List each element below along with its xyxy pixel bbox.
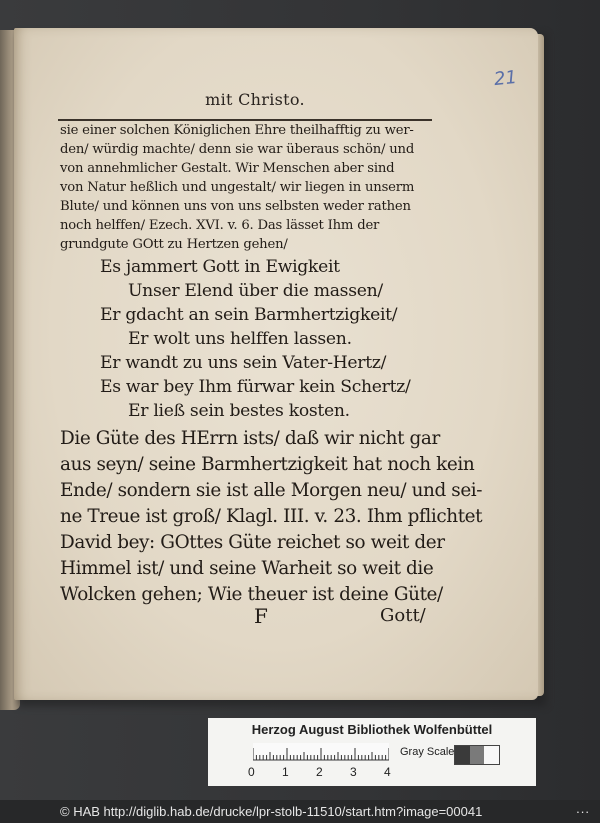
gray-swatches — [454, 745, 500, 765]
swatch-light — [484, 746, 499, 764]
ruler-numbers — [248, 765, 398, 781]
ruler-number: 4 — [384, 765, 391, 779]
verse-line: Er wandt zu uns sein Vater-Hertz/ — [100, 353, 387, 373]
verse-line: Er wolt uns helffen lassen. — [128, 329, 352, 349]
text-line: Die Güte des HErrn ists/ daß wir nicht gar — [60, 428, 440, 449]
text-line: aus seyn/ seine Barmhertzigkeit hat noch kein — [60, 454, 475, 475]
ruler-number: 3 — [350, 765, 357, 779]
catchword: Gott/ — [380, 605, 426, 626]
text-line: grundgute GOtt zu Hertzen gehen/ — [60, 237, 288, 252]
source-credit: © HAB http://diglib.hab.de/drucke/lpr-stolb-11510/start.htm?image=00041 — [60, 804, 483, 819]
verse-line: Es war bey Ihm fürwar kein Schertz/ — [100, 377, 411, 397]
running-header: mit Christo. — [205, 90, 305, 109]
verse-line: Er gdacht an sein Barmhertzigkeit/ — [100, 305, 398, 325]
verse-line: Unser Elend über die massen/ — [128, 281, 383, 301]
header-rule — [58, 119, 432, 121]
gray-scale-label: Gray Scale — [400, 746, 455, 758]
ruler-scale — [253, 743, 389, 761]
more-menu-icon[interactable]: ... — [576, 801, 590, 816]
library-name: Herzog August Bibliothek Wolfenbüttel — [251, 722, 493, 737]
text-line: David bey: GOttes Güte reichet so weit der — [60, 532, 445, 553]
verse-line: Es jammert Gott in Ewigkeit — [100, 257, 340, 277]
folio-number: 21 — [492, 66, 518, 91]
ruler-number: 0 — [248, 765, 255, 779]
footer-bar — [0, 800, 600, 823]
text-line: Himmel ist/ und seine Warheit so weit die — [60, 558, 434, 579]
text-line: Blute/ und können uns von uns selbsten weder rathen — [60, 199, 411, 214]
swatch-mid — [470, 746, 485, 764]
signature-mark: F — [254, 604, 268, 628]
swatch-dark — [455, 746, 470, 764]
text-line: von annehmlicher Gestalt. Wir Menschen aber sind — [60, 161, 395, 176]
text-line: Ende/ sondern sie ist alle Morgen neu/ und sei- — [60, 480, 483, 501]
text-line: den/ würdig machte/ denn sie war überaus schön/ und — [60, 142, 415, 157]
verse-line: Er ließ sein bestes kosten. — [128, 401, 350, 421]
text-line: sie einer solchen Königlichen Ehre theilhafftig zu wer- — [60, 123, 414, 138]
ruler-number: 2 — [316, 765, 323, 779]
text-line: noch helffen/ Ezech. XVI. v. 6. Das lässet Ihm der — [60, 218, 380, 233]
text-line: Wolcken gehen; Wie theuer ist deine Güte/ — [60, 584, 443, 605]
color-reference-card — [208, 718, 536, 786]
ruler-number: 1 — [282, 765, 289, 779]
text-line: von Natur heßlich und ungestalt/ wir liegen in unserm — [60, 180, 415, 195]
text-line: ne Treue ist groß/ Klagl. III. v. 23. Ihm pflichtet — [60, 506, 483, 527]
